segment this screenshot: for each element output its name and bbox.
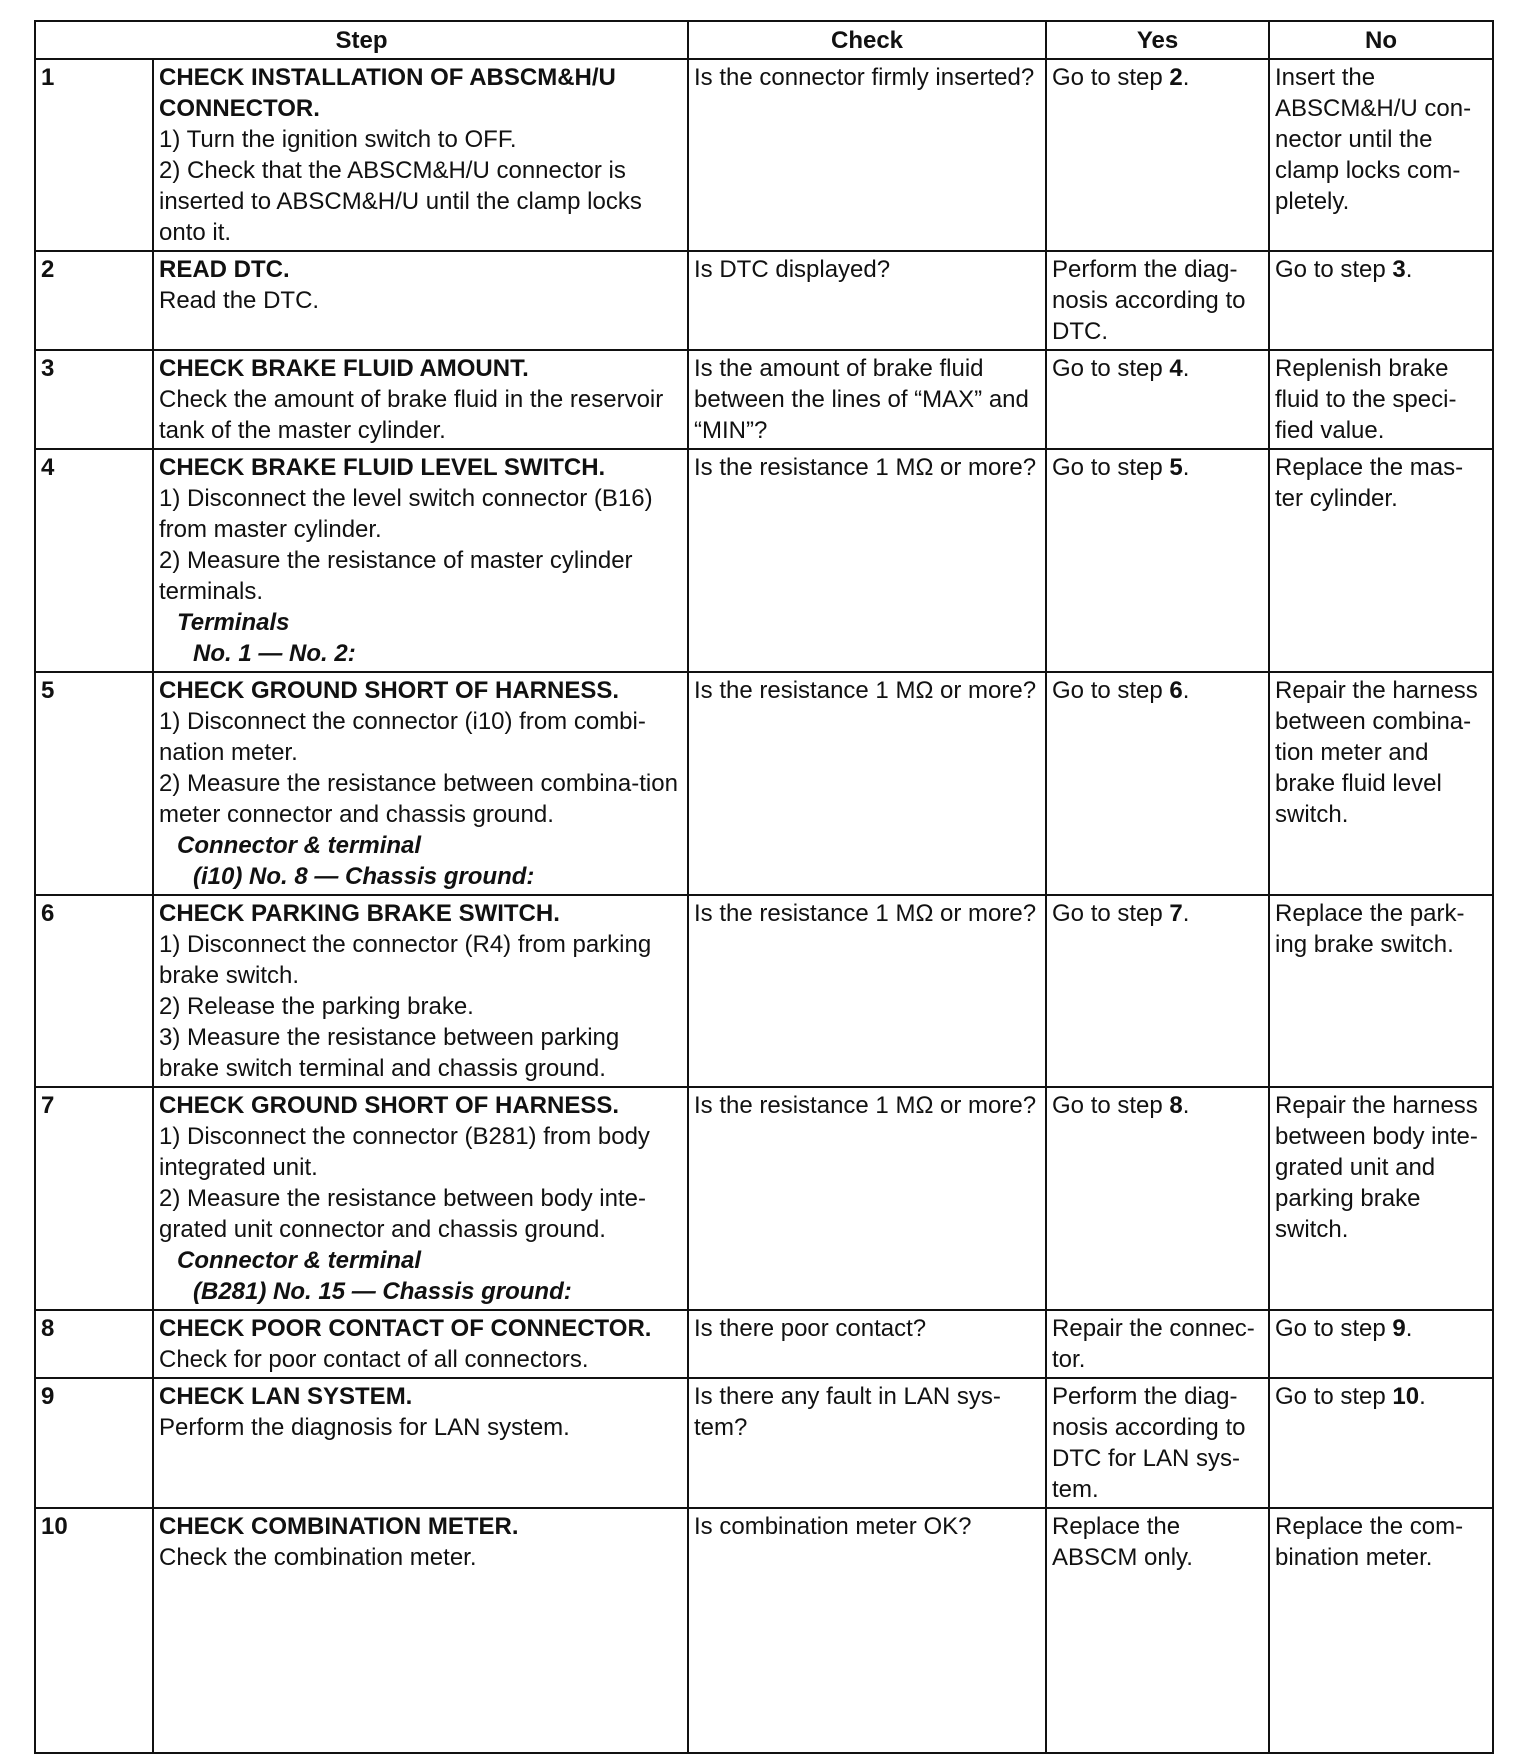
table-row — [35, 672, 1493, 895]
table-row — [35, 1310, 1493, 1378]
yes-cell — [1046, 1378, 1269, 1508]
step-title: CHECK LAN SYSTEM. — [159, 1383, 413, 1410]
instruction-line: 2) Measure the resistance between body inte-grated unit connector and chassis ground. — [159, 1185, 646, 1243]
step-spec-label: Connector & terminal — [177, 1247, 422, 1274]
check-cell: Is combination meter OK? — [688, 1508, 1046, 1753]
yes-cell — [1046, 59, 1269, 251]
table-row — [35, 449, 1493, 672]
step-number: 2 — [35, 251, 153, 350]
yes-text: Go to step — [1052, 454, 1170, 481]
yes-cell — [1046, 1087, 1269, 1310]
step-title: CHECK INSTALLATION OF ABSCM&H/U CONNECTOR. — [159, 64, 616, 122]
step-spec-label: Terminals — [177, 609, 290, 636]
check-cell: Is the resistance 1 MΩ or more? — [688, 1087, 1046, 1310]
step-title: CHECK BRAKE FLUID AMOUNT. — [159, 355, 529, 382]
no-cell — [1269, 1087, 1493, 1310]
step-title: CHECK BRAKE FLUID LEVEL SWITCH. — [159, 454, 606, 481]
step-title: CHECK PARKING BRAKE SWITCH. — [159, 900, 560, 927]
step-cell — [153, 1508, 688, 1753]
yes-text: Go to step — [1052, 1092, 1170, 1119]
step-instructions — [159, 1542, 682, 1573]
yes-suffix: . — [1182, 355, 1190, 382]
yes-cell — [1046, 1508, 1269, 1753]
step-cell — [153, 672, 688, 895]
yes-cell — [1046, 350, 1269, 449]
no-cell — [1269, 895, 1493, 1087]
yes-step-ref: 4 — [1169, 355, 1183, 382]
step-instructions — [159, 1412, 682, 1443]
diagnostic-table — [34, 20, 1494, 1754]
step-number: 10 — [35, 1508, 153, 1753]
yes-suffix: . — [1182, 454, 1190, 481]
no-step-ref: 10 — [1392, 1383, 1420, 1410]
no-cell — [1269, 59, 1493, 251]
step-number: 6 — [35, 895, 153, 1087]
yes-text: Perform the diag-nosis according to DTC for LAN sys-tem. — [1052, 1383, 1246, 1503]
step-instructions — [159, 929, 682, 1084]
yes-text: Perform the diag-nosis according to DTC. — [1052, 256, 1246, 345]
yes-cell — [1046, 895, 1269, 1087]
no-text: Repair the harness between combina-tion meter and brake fluid level switch. — [1275, 677, 1478, 828]
step-number: 3 — [35, 350, 153, 449]
no-cell — [1269, 1310, 1493, 1378]
instruction-line: 2) Measure the resistance of master cylinder terminals. — [159, 547, 633, 605]
no-text: Go to step — [1275, 1383, 1393, 1410]
yes-suffix: . — [1182, 1092, 1190, 1119]
table-row — [35, 1508, 1493, 1753]
table-row — [35, 350, 1493, 449]
no-cell — [1269, 1378, 1493, 1508]
check-cell: Is DTC displayed? — [688, 251, 1046, 350]
step-title: CHECK GROUND SHORT OF HARNESS. — [159, 677, 620, 704]
step-cell — [153, 1087, 688, 1310]
step-cell — [153, 895, 688, 1087]
yes-text: Go to step — [1052, 64, 1170, 91]
no-text: Insert the ABSCM&H/U con-nector until the clamp locks com-pletely. — [1275, 64, 1472, 215]
step-number: 9 — [35, 1378, 153, 1508]
no-text: Go to step — [1275, 256, 1393, 283]
no-text: Replace the mas-ter cylinder. — [1275, 454, 1464, 512]
step-cell — [153, 251, 688, 350]
step-cell — [153, 350, 688, 449]
instruction-line: Check for poor contact of all connectors. — [159, 1346, 589, 1373]
yes-text: Repair the connec-tor. — [1052, 1315, 1255, 1373]
instruction-line: Perform the diagnosis for LAN system. — [159, 1414, 570, 1441]
no-text: Replace the park-ing brake switch. — [1275, 900, 1465, 958]
yes-step-ref: 8 — [1169, 1092, 1183, 1119]
yes-text: Go to step — [1052, 677, 1170, 704]
step-title: CHECK COMBINATION METER. — [159, 1513, 519, 1540]
step-cell — [153, 1310, 688, 1378]
yes-suffix: . — [1182, 900, 1190, 927]
header-row — [35, 21, 1493, 59]
check-cell: Is the resistance 1 MΩ or more? — [688, 449, 1046, 672]
yes-suffix: . — [1182, 677, 1190, 704]
step-title: CHECK POOR CONTACT OF CONNECTOR. — [159, 1315, 652, 1342]
instruction-line: 2) Check that the ABSCM&H/U connector is inserted to ABSCM&H/U until the clamp locks onto it. — [159, 157, 642, 246]
table-row — [35, 895, 1493, 1087]
no-cell — [1269, 1508, 1493, 1753]
step-instructions — [159, 285, 682, 316]
header-yes: Yes — [1046, 21, 1269, 59]
step-cell — [153, 59, 688, 251]
instruction-line: 1) Turn the ignition switch to OFF. — [159, 126, 517, 153]
no-step-ref: 9 — [1392, 1315, 1406, 1342]
no-text: Replenish brake fluid to the speci-fied value. — [1275, 355, 1457, 444]
yes-step-ref: 5 — [1169, 454, 1183, 481]
no-cell — [1269, 449, 1493, 672]
yes-step-ref: 6 — [1169, 677, 1183, 704]
instruction-line: Check the combination meter. — [159, 1544, 477, 1571]
header-no: No — [1269, 21, 1493, 59]
table-row — [35, 59, 1493, 251]
yes-step-ref: 2 — [1169, 64, 1183, 91]
step-spec-label: Connector & terminal — [177, 832, 422, 859]
yes-cell — [1046, 449, 1269, 672]
instruction-line: 2) Measure the resistance between combina-tion meter connector and chassis ground. — [159, 770, 678, 828]
no-text: Repair the harness between body inte-grated unit and parking brake switch. — [1275, 1092, 1478, 1243]
table-row — [35, 1087, 1493, 1310]
check-cell: Is the resistance 1 MΩ or more? — [688, 672, 1046, 895]
step-cell — [153, 1378, 688, 1508]
instruction-line: 2) Release the parking brake. — [159, 993, 474, 1020]
check-cell: Is the connector firmly inserted? — [688, 59, 1046, 251]
yes-text: Go to step — [1052, 355, 1170, 382]
step-number: 8 — [35, 1310, 153, 1378]
step-instructions — [159, 1344, 682, 1375]
header-check: Check — [688, 21, 1046, 59]
step-instructions — [159, 384, 682, 446]
yes-step-ref: 7 — [1169, 900, 1183, 927]
header-step: Step — [35, 21, 688, 59]
no-step-ref: 3 — [1392, 256, 1406, 283]
step-spec-value: (i10) No. 8 — Chassis ground: — [193, 863, 535, 890]
step-spec-value: (B281) No. 15 — Chassis ground: — [193, 1278, 572, 1305]
step-instructions — [159, 706, 682, 830]
step-instructions — [159, 124, 682, 248]
no-text: Replace the com-bination meter. — [1275, 1513, 1464, 1571]
no-suffix: . — [1405, 256, 1413, 283]
step-number: 4 — [35, 449, 153, 672]
no-cell — [1269, 251, 1493, 350]
step-cell — [153, 449, 688, 672]
step-number: 7 — [35, 1087, 153, 1310]
instruction-line: 1) Disconnect the connector (i10) from combi-nation meter. — [159, 708, 646, 766]
no-cell — [1269, 350, 1493, 449]
yes-text: Replace the ABSCM only. — [1052, 1513, 1193, 1571]
table-row — [35, 251, 1493, 350]
check-cell: Is there poor contact? — [688, 1310, 1046, 1378]
instruction-line: 1) Disconnect the connector (R4) from parking brake switch. — [159, 931, 652, 989]
yes-suffix: . — [1182, 64, 1190, 91]
step-number: 5 — [35, 672, 153, 895]
step-instructions — [159, 483, 682, 607]
step-number: 1 — [35, 59, 153, 251]
no-cell — [1269, 672, 1493, 895]
yes-cell — [1046, 251, 1269, 350]
instruction-line: 1) Disconnect the connector (B281) from body integrated unit. — [159, 1123, 650, 1181]
yes-cell — [1046, 672, 1269, 895]
instruction-line: Read the DTC. — [159, 287, 320, 314]
step-instructions — [159, 1121, 682, 1245]
no-text: Go to step — [1275, 1315, 1393, 1342]
table-row — [35, 1378, 1493, 1508]
yes-cell — [1046, 1310, 1269, 1378]
yes-text: Go to step — [1052, 900, 1170, 927]
check-cell: Is there any fault in LAN sys-tem? — [688, 1378, 1046, 1508]
step-title: CHECK GROUND SHORT OF HARNESS. — [159, 1092, 620, 1119]
instruction-line: 1) Disconnect the level switch connector (B16) from master cylinder. — [159, 485, 653, 543]
instruction-line: Check the amount of brake fluid in the reservoir tank of the master cylinder. — [159, 386, 664, 444]
instruction-line: 3) Measure the resistance between parking brake switch terminal and chassis ground. — [159, 1024, 620, 1082]
check-cell: Is the amount of brake fluid between the lines of “MAX” and “MIN”? — [688, 350, 1046, 449]
step-spec-value: No. 1 — No. 2: — [193, 640, 356, 667]
no-suffix: . — [1419, 1383, 1426, 1410]
step-title: READ DTC. — [159, 256, 290, 283]
check-cell: Is the resistance 1 MΩ or more? — [688, 895, 1046, 1087]
no-suffix: . — [1405, 1315, 1413, 1342]
